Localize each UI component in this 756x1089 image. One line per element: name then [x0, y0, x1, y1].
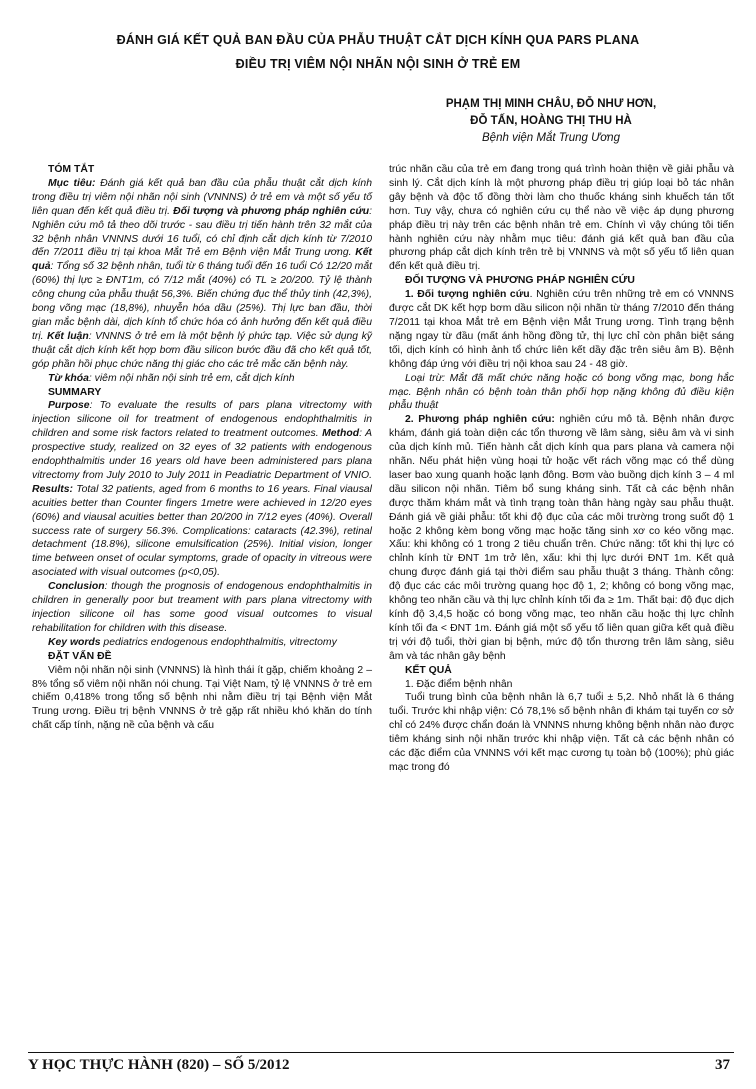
journal-footer: Y HỌC THỰC HÀNH (820) – SỐ 5/2012	[28, 1057, 290, 1073]
subjects-section-label: 1. Đối tượng nghiên cứu	[405, 289, 530, 301]
keywords-en-label: Key words	[48, 636, 101, 648]
introduction-continued: trúc nhãn cầu của trẻ em đang trong quá trình hoàn thiện về giải phẫu và sinh lý. Cắt dịch kính là một phương pháp điều trị giúp loại bỏ tác nhân gây bệnh và độc tố đồng thời làm cho thuốc kháng sinh khuếch tán tốt hơn. Tuy vậy, chưa có nghiên cứu cụ thể nào về việc áp dụng phương pháp điều trị này trên các bệnh nhân trẻ em. Chính vì vậy chúng tôi tiến hành nghiên cứu này nhằm mục tiêu: đánh giá kết quả ban đầu của phương pháp cắt dịch kính trên trẻ bị VNNNS và một số yếu tố liên quan đến kết quả điều trị.	[389, 164, 734, 273]
authors-line-1: PHẠM THỊ MINH CHÂU, ĐỖ NHƯ HƠN,	[445, 98, 657, 110]
conclusion-text: : VNNNS ở trẻ em là một bệnh lý phức tạp. Việc sử dụng kỹ thuật cắt dịch kính kết hợp bơm đầu silicon bước đầu đã cho kết quả tốt, góp phần hồi phục chức năng thị giác cho các trẻ mắc căn bệnh này.	[32, 330, 372, 370]
author-block	[386, 96, 716, 147]
results-en-label: Results:	[32, 483, 73, 495]
patient-characteristics-heading: 1. Đặc điểm bệnh nhân	[405, 678, 513, 690]
authors-line-2: ĐỖ TẤN, HOÀNG THỊ THU HÀ	[470, 115, 632, 127]
objective-text: Đánh giá kết quả ban đầu của phẫu thuật cắt dịch kính trong điều trị viêm nội nhãn nội sinh (VNNNS) ở trẻ em và một số yếu tố liên quan đến kết quả điều trị.	[32, 177, 372, 217]
objective-label: Mục tiêu:	[48, 177, 96, 189]
abstract-vi-heading: TÓM TẮT	[48, 164, 95, 175]
subjects-section	[389, 288, 734, 371]
keywords-vi	[32, 372, 372, 386]
article-title	[0, 28, 756, 76]
results-label: Kết quả	[32, 247, 372, 273]
purpose-label: Purpose	[48, 400, 90, 412]
patient-characteristics-paragraph: Tuổi trung bình của bệnh nhân là 6,7 tuổi ± 5,2. Nhỏ nhất là 6 tháng tuổi. Trước khi nhập viện: Có 78,1% số bệnh nhân đi khám tại tuyến cơ sở chỉ có 24% được chẩn đoán là VNNNS nhưng không bệnh nhân nào được tiêm kháng sinh nội nhãn trước khi nhập viện. Tất cả các bệnh nhân có các đặc điểm của VNNNS với kết mạc cương tụ toàn bộ (100%); phù giác mạc trong đó	[389, 692, 734, 773]
conclusion-en-label: Conclusion	[48, 581, 105, 593]
methods-section	[389, 413, 734, 663]
title-line-2: ĐIỀU TRỊ VIÊM NỘI NHÃN NỘI SINH Ở TRẺ EM	[235, 57, 521, 71]
introduction-heading: ĐẶT VẤN ĐỀ	[48, 650, 112, 662]
affiliation: Bệnh viện Mắt Trung Ương	[482, 132, 620, 144]
conclusion-label: Kết luận	[43, 330, 89, 342]
subjects-text: : Nghiên cứu mô tả theo dõi trước - sau điều trị tiến hành trên 32 mắt của 32 bệnh nhân VNNNS dưới 16 tuổi, có chỉ định cắt dịch kính từ 7/2010 đến 7/2011 điều trị tại khoa Mắt Trẻ em Bệnh viện Mắt Trung ương.	[32, 205, 373, 259]
method-text: : A prospective study, realized on 32 eyes of 32 patients with endogenous endophthalmitis under 16 years old have been administered pars plana vitrectomy from July 2010 to July 2011 in Peadiatric Department of VNIO.	[32, 428, 372, 481]
keywords-en-text: pediatrics endogenous endophthalmitis, vitrectomy	[100, 636, 337, 648]
method-label: Method	[318, 428, 360, 440]
keywords-vi-label: Từ khóa	[48, 372, 89, 384]
keywords-vi-text: : viêm nội nhãn nội sinh trẻ em, cắt dịch kính	[88, 372, 295, 384]
summary-body	[32, 399, 372, 580]
results-text: : Tổng số 32 bệnh nhân, tuổi từ 6 tháng tuổi đến 16 tuổi Có 12/20 mắt (60%) thị lực ≥ ĐNT1m, có 7/12 mắt (40%) có TL ≥ 20/200. Tỷ lệ thành công chung của phẫu thuật 56,3%. Biến chứng đục thể thủy tinh (42,3%), bong võng mạc (18,8%), nhuyễn hóa dầu (25%). Thị lực ban đầu, thời gian mắc bệnh dài, dịch kính tổ chức hóa có ảnh hưởng đến kết quả điều trị.	[32, 261, 372, 342]
exclusion-criteria: Loại trừ: Mắt đã mất chức năng hoặc có bong võng mạc, bong hắc mạc. Bệnh nhân có bệnh toàn thân phối hợp nặng không đủ điều kiện phẫu thuật	[389, 372, 734, 412]
left-column	[32, 163, 372, 733]
abstract-vi-objective	[32, 177, 372, 372]
methods-heading: ĐỐI TƯỢNG VÀ PHƯƠNG PHÁP NGHIÊN CỨU	[405, 275, 635, 287]
conclusion-en	[32, 580, 372, 636]
introduction-paragraph: Viêm nội nhãn nội sinh (VNNNS) là hình thái ít gặp, chiếm khoảng 2 – 8% tổng số viêm nội nhãn nói chung. Tại Việt Nam, tỷ lệ VNNNS ở trẻ em chiếm 0,418% trong tổng số bệnh nhi nằm điều trị tại Bệnh viện Mắt Trung ương. Điều trị bệnh VNNNS ở trẻ gặp rất nhiều khó khăn do tính chất cấp tính, nặng nề của bệnh và cấu	[32, 664, 372, 732]
page-number: 37	[715, 1057, 730, 1073]
methods-section-text: nghiên cứu mô tả. Bệnh nhân được khám, đánh giá toàn diện các tổn thương về lâm sàng, siêu âm và vi sinh của dịch kính mủ. Tiến hành cắt dịch kính qua pars plana và camera nội nhãn. Nếu phát hiện vùng hoại tử hoặc vết rách võng mạc có thể dùng laser bao xung quanh hoặc lạnh đông. Bơm vào buồng dịch kính 3 – 4 ml dầu silicon nội nhãn. Tiêm bổ sung kháng sinh. Tất cả các bệnh nhân được thăm khám mắt và tình trạng toàn thân hàng ngày sau phẫu thuật. Đánh giá về giải phẫu: tốt khi độ đục của các môi trường trong suốt độ 1 hoặc 2 không kèm bong võng mạc hoặc tăng sinh xơ co kéo võng mạc. Xấu: khi không có 1 trong 2 tiêu chuẩn trên. Chức năng: tốt khi thị lực có chỉnh kính từ ĐNT 1m trở lên, xấu: khi thị lực dưới ĐNT 1m. Kết quả chung được đánh giá tại thời điểm sau phẫu thuật 3 tháng. Thành công: độ đục các các môi trường quang học độ 1, 2; không có bong võng mạc, không teo nhãn cầu và thị lực chỉnh kính tối đa ≥ 1m. Thất bại: độ đục dịch kính độ 3,4,5 hoặc có bong võng mạc, teo nhãn cầu hoặc thị lực chỉnh kính tối đa < ĐNT 1m. Đánh giá một số yếu tố liên quan giữa kết quả điều trị với độ tuổi, thời gian bị bệnh, mức độ tổn thương trên lâm sàng, siêu âm và tác nhân gây bệnh	[389, 414, 734, 662]
subjects-label: Đối tượng và phương pháp nghiên cứu	[169, 205, 370, 217]
conclusion-en-text: : though the prognosis of endogenous endophthalmitis in children in generally poor but treament with pars plana vitrectomy with injection silicone oil has some good visual outcomes to visual rehabilitation for children with this disease.	[32, 581, 372, 634]
footer-rule	[28, 1052, 734, 1053]
summary-heading: SUMMARY	[48, 386, 102, 398]
results-heading: KẾT QUẢ	[405, 664, 452, 676]
methods-section-label: 2. Phương pháp nghiên cứu:	[405, 414, 555, 426]
results-en-text: Total 32 patients, aged from 6 months to 16 years. Final viausal acuities better than Counter fingers 1metre were achieved in 12/20 eyes (60%) and viausal acuities better than 20/200 in 7/12 eyes (40%). Overall success rate of surgery 56.3%. Complications: cataracts (42.3%), retinal detachment (18.8%), silicone emulsification (25%). Initial vision, longer time between onset of ocular symptoms, grade of opacity in vitreous were asociated with visual outcomes (p<0,05).	[32, 483, 372, 579]
keywords-en	[32, 636, 372, 650]
title-line-1: ĐÁNH GIÁ KẾT QUẢ BAN ĐẦU CỦA PHẪU THUẬT CẮT DỊCH KÍNH QUA PARS PLANA	[116, 33, 640, 47]
subjects-section-text: . Nghiên cứu trên những trẻ em có VNNNS được cắt DK kết hợp bơm dầu silicon nội nhãn từ tháng 7/2010 đến tháng 7/2011 tại khoa Mắt trẻ em Bệnh viện Mắt Trung ương. Tình trạng bệnh nặng ngay từ đầu (mất ánh hồng đồng tử, thị lực chỉ còn phân biệt sáng tối, dịch kính có hình ảnh tổ chức liên kết dầy đặc trên siêu âm B). Bệnh không đáp ứng với điều trị nội khoa sau 24 - 48 giờ.	[389, 289, 734, 370]
right-column	[389, 163, 734, 775]
purpose-text: : To evaluate the results of pars plana vitrectomy with injection silicone oil for treatment of endogenous endophthalmitis in children and some risk factors related to treatment outcomes.	[32, 400, 372, 440]
